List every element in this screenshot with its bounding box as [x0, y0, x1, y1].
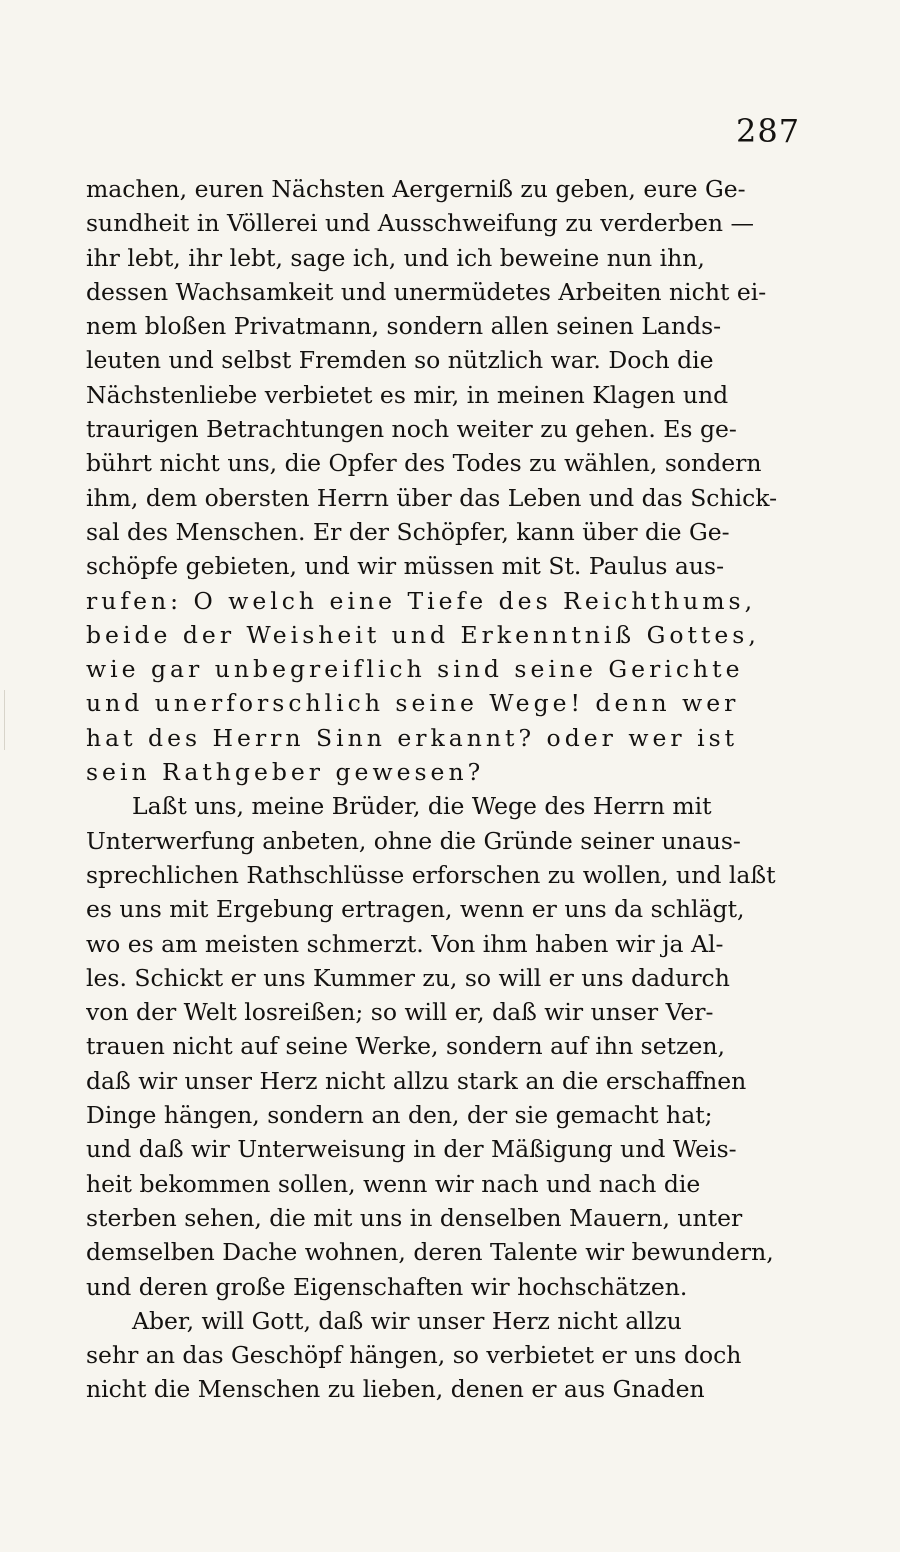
text-line: ihm, dem obersten Herrn über das Leben und das Schick-: [86, 483, 778, 512]
text-line: traurigen Betrachtungen noch weiter zu gehen. Es ge-: [86, 415, 737, 444]
text-line: heit bekommen sollen, wenn wir nach und nach die: [86, 1169, 701, 1198]
paragraph-start-line: Laßt uns, meine Brüder, die Wege des Herrn mit: [132, 792, 712, 821]
text-line: und daß wir Unterweisung in der Mäßigung und Weis-: [86, 1135, 737, 1164]
text-line: sprechlichen Rathschlüsse erforschen zu wollen, und laßt: [86, 860, 776, 889]
quote-line: beide der Weisheit und Erkenntniß Gottes,: [86, 620, 760, 649]
text-line: dessen Wachsamkeit und unermüdetes Arbeiten nicht ei-: [86, 277, 767, 306]
quote-line: und unerforschlich seine Wege! denn wer: [86, 689, 740, 718]
page-number: 287: [736, 112, 801, 150]
text-line: trauen nicht auf seine Werke, sondern auf ihn setzen,: [86, 1032, 725, 1061]
quote-line: hat des Herrn Sinn erkannt? oder wer ist: [86, 723, 739, 752]
text-line: sundheit in Völlerei und Ausschweifung zu verderben —: [86, 209, 754, 238]
text-line: es uns mit Ergebung ertragen, wenn er uns da schlägt,: [86, 895, 745, 924]
text-line: machen, euren Nächsten Aergerniß zu geben, eure Ge-: [86, 175, 746, 203]
text-line: bührt nicht uns, die Opfer des Todes zu wählen, sondern: [86, 449, 762, 478]
text-line: nem bloßen Privatmann, sondern allen seinen Lands-: [86, 312, 722, 341]
text-line: leuten und selbst Fremden so nützlich war. Doch die: [86, 346, 714, 375]
text-line: Unterwerfung anbeten, ohne die Gründe seiner unaus-: [86, 826, 741, 855]
text-line: sehr an das Geschöpf hängen, so verbietet er uns doch: [86, 1341, 742, 1370]
quote-line: sein Rathgeber gewesen?: [86, 758, 485, 787]
text-line: schöpfe gebieten, und wir müssen mit St. Paulus aus-: [86, 552, 725, 581]
text-line: nicht die Menschen zu lieben, denen er aus Gnaden: [86, 1375, 705, 1404]
body-text: [86, 172, 800, 1407]
text-line: ihr lebt, ihr lebt, sage ich, und ich beweine nun ihn,: [86, 243, 705, 272]
gutter-line: [4, 690, 5, 750]
paragraph-start-line: Aber, will Gott, daß wir unser Herz nicht allzu: [132, 1306, 682, 1335]
text-line: sterben sehen, die mit uns in denselben Mauern, unter: [86, 1203, 743, 1232]
text-line: und deren große Eigenschaften wir hochschätzen.: [86, 1272, 688, 1301]
text-line: demselben Dache wohnen, deren Talente wir bewundern,: [86, 1238, 774, 1267]
quote-line: wie gar unbegreiflich sind seine Gerichte: [86, 655, 744, 684]
text-line: Nächstenliebe verbietet es mir, in meinen Klagen und: [86, 380, 729, 409]
text-line: von der Welt losreißen; so will er, daß wir unser Ver-: [86, 998, 714, 1027]
text-line: wo es am meisten schmerzt. Von ihm haben wir ja Al-: [86, 929, 724, 958]
text-line: daß wir unser Herz nicht allzu stark an die erschaffnen: [86, 1066, 747, 1095]
text-line: Dinge hängen, sondern an den, der sie gemacht hat;: [86, 1101, 713, 1130]
text-line: sal des Menschen. Er der Schöpfer, kann über die Ge-: [86, 517, 730, 546]
quote-line: rufen: O welch eine Tiefe des Reichthums,: [86, 586, 757, 615]
text-line: les. Schickt er uns Kummer zu, so will er uns dadurch: [86, 963, 730, 992]
